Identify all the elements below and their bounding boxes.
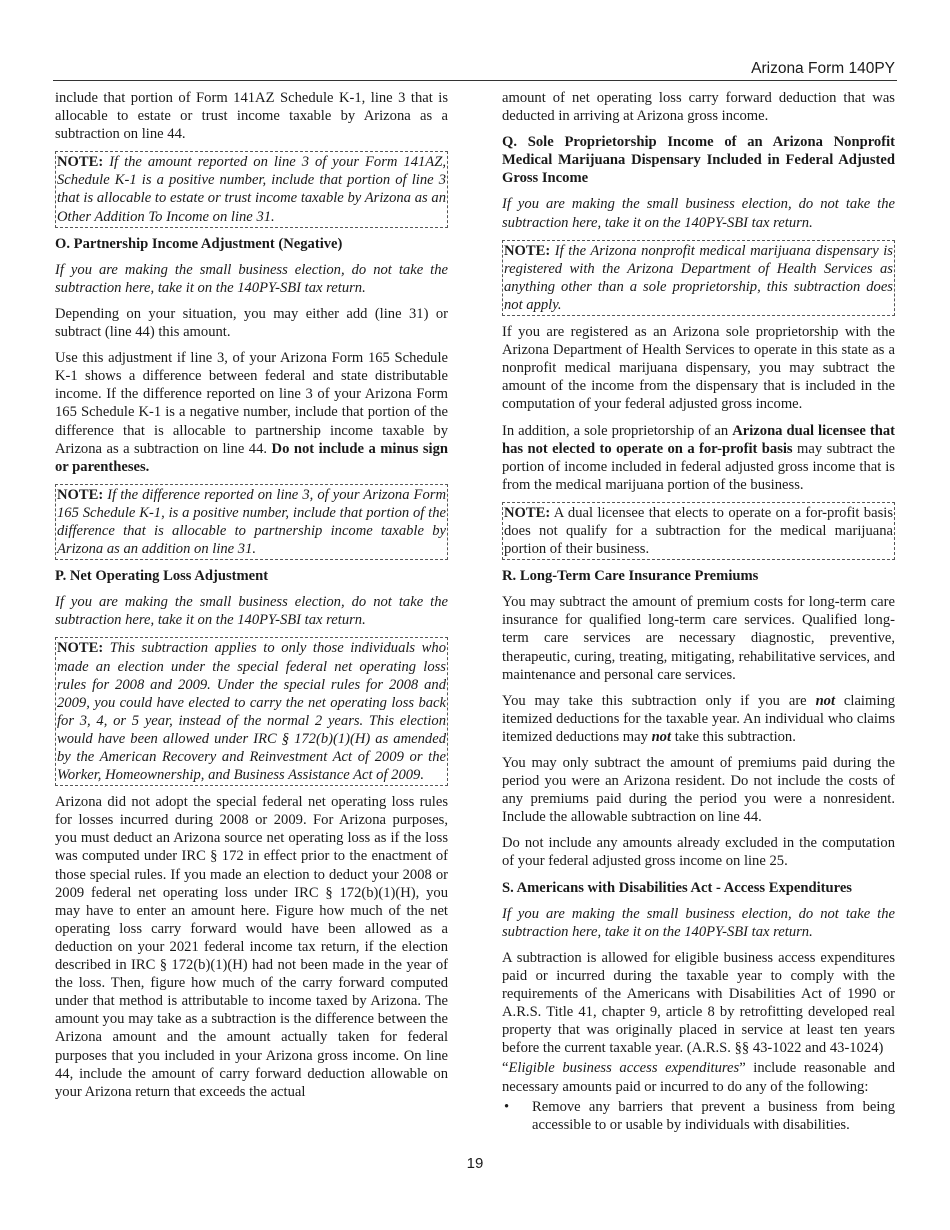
section-heading-r: R. Long-Term Care Insurance Premiums: [502, 568, 759, 585]
paragraph: [502, 422, 895, 494]
paragraph: [502, 692, 895, 746]
emphasis-text: not: [815, 692, 836, 709]
section-heading-s: S. Americans with Disabilities Act - Access Expenditures: [502, 879, 852, 896]
section-heading-o: O. Partnership Income Adjustment (Negative): [55, 235, 343, 252]
note-text: A dual licensee that elects to operate on a for-profit basis does not qualify for a subtraction for the medical marijuana portion of their business.: [504, 504, 893, 558]
note-text: This subtraction applies to only those individuals who made an election under the special federal net operating loss rules for 2008 and 2009. Under the special rules for 2008 and 2009, you could have elected to carry the net operating loss back for 3, 4, or 5 year, instead of the normal 2 years. This election would have been allowed under IRC § 172(b)(1)(H) as amended by the American Recovery and Reinvestment Act of 2009 or the Worker, Homeownership, and Business Assistance Act of 2009.: [57, 640, 447, 784]
sbi-notice: If you are making the small business election, do not take the subtraction here, take it on the 140PY-SBI tax return.: [55, 594, 448, 629]
emphasis-text: Do not include a minus sign or parentheses.: [55, 440, 448, 475]
note-text: If the amount reported on line 3 of your Form 141AZ, Schedule K-1 is a positive number, include that portion of line 3 that is allocable to estate or trust income taxable by Arizona as an Other Addition To Income on line 31.: [57, 154, 446, 225]
quote-mark: “: [502, 1060, 509, 1077]
note-box: [502, 240, 895, 316]
note-label: NOTE:: [504, 242, 551, 259]
page-number: 19: [466, 1155, 484, 1172]
paragraph: amount of net operating loss carry forward deduction that was deducted in arriving at Arizona gross income.: [502, 90, 895, 125]
note-text: If the difference reported on line 3, of your Arizona Form 165 Schedule K-1, is a positive number, include that portion of the difference that is allocable to partnership income taxable by Arizona as an addition on line 31.: [57, 486, 446, 558]
paragraph-text: Use this adjustment if line 3, of your Arizona Form 165 Schedule K-1 shows a difference between federal and state distributable income. If the difference reported on line 3 of your Arizona Form 165 Schedule K-1 is a negative number, include that portion of the difference that is allocable to partnership income taxable by Arizona as a subtraction on line 44.: [55, 350, 448, 457]
paragraph-text: may subtract the portion of income included in federal adjusted gross income that is from the medical marijuana portion of the business.: [502, 440, 896, 493]
sbi-notice: If you are making the small business election, do not take the subtraction here, take it on the 140PY-SBI tax return.: [502, 196, 895, 231]
note-label: NOTE:: [57, 640, 104, 657]
paragraph: A subtraction is allowed for eligible business access expenditures paid or incurred during the taxable year to comply with the requirements of the Americans with Disabilities Act of 1990 or A.R.S. Title 41, chapter 9, article 8 by retrofitting developed real property that was originally placed in service at least ten years before the current taxable year. (A.R.S. §§ 43-1022 and 43-1024): [502, 949, 895, 1057]
emphasis-text: Arizona dual licensee that has not elected to operate on a for-profit basis: [502, 422, 895, 457]
list-item-text: Remove any barriers that prevent a business from being accessible to or usable by individuals with disabilities.: [532, 1098, 895, 1133]
note-text: If the Arizona nonprofit medical marijuana dispensary is registered with the Arizona Department of Health Services as anything other than a sole proprietorship, this subtraction does not apply.: [504, 242, 893, 313]
header-rule: [53, 80, 897, 81]
paragraph-text: You may take this subtraction only if you are: [502, 692, 807, 709]
paragraph: Do not include any amounts already excluded in the computation of your federal adjusted gross income on line 25.: [502, 835, 895, 870]
sbi-notice: If you are making the small business election, do not take the subtraction here, take it on the 140PY-SBI tax return.: [502, 905, 895, 940]
note-label: NOTE:: [504, 504, 551, 521]
right-column: [502, 89, 895, 1134]
note-box: [55, 151, 448, 227]
list-item: [502, 1098, 895, 1134]
defined-term: Eligible business access expenditures: [508, 1060, 740, 1077]
paragraph-text: take this subtraction.: [674, 728, 796, 745]
note-box: [502, 502, 895, 560]
section-heading-p: P. Net Operating Loss Adjustment: [55, 568, 269, 585]
paragraph: include that portion of Form 141AZ Schedule K-1, line 3 that is allocable to estate or trust income taxable by Arizona as a subtraction on line 44.: [55, 90, 448, 143]
paragraph: [502, 1059, 895, 1095]
note-box: [55, 637, 448, 786]
form-title: Arizona Form 140PY: [751, 60, 895, 77]
paragraph: Depending on your situation, you may either add (line 31) or subtract (line 44) this amount.: [55, 305, 448, 341]
paragraph-text: In addition, a sole proprietorship of an: [502, 422, 729, 439]
note-box: [55, 484, 448, 560]
paragraph: If you are registered as an Arizona sole proprietorship with the Arizona Department of Health Services to operate in this state as a nonprofit medical marijuana dispensary, you may subtract the amount of the income from the dispensary that is included in the computation of your federal adjusted gross income.: [502, 324, 895, 413]
section-heading-q: Q. Sole Proprietorship Income of an Arizona Nonprofit Medical Marijuana Dispensary Included in Federal Adjusted Gross Income: [502, 134, 895, 187]
bullet-icon: •: [504, 1098, 510, 1115]
left-column: [55, 89, 448, 1109]
paragraph: You may only subtract the amount of premiums paid during the period you were an Arizona resident. Do not include the costs of any premiums paid during the period you were a nonresident. Include the allowable subtraction on line 44.: [502, 755, 895, 826]
paragraph-text: claiming itemized deductions for the taxable year. An individual who claims itemized deductions may: [502, 692, 895, 745]
paragraph: You may subtract the amount of premium costs for long-term care insurance for qualified long-term care services. Qualified long-term care services are necessary diagnostic, preventive, therapeutic, curing, treating, mitigating, rehabilitative services, and maintenance and personal care services.: [502, 594, 895, 683]
sbi-notice: If you are making the small business election, do not take the subtraction here, take it on the 140PY-SBI tax return.: [55, 261, 448, 296]
paragraph: [55, 349, 448, 476]
emphasis-text: not: [651, 728, 672, 745]
paragraph: Arizona did not adopt the special federal net operating loss rules for losses incurred during 2008 or 2009. For Arizona purposes, you must deduct an Arizona source net operating loss as if the loss was computed under IRC § 172 in effect prior to the enactment of those special rules. If you made an election to deduct your 2008 or 2009 federal net operating loss under IRC § 172(b)(1)(H), you may have to enter an amount here. Figure how much of the net operating loss carry forward would have been allowed as a deduction on your 2021 federal income tax return, if the election described in IRC § 172(b)(1)(H) had not been made in the year of the loss. Then, figure how much of the carry forward computed under that method is attributable to income taxed by Arizona. The amount you may take as a subtraction is the difference between the Arizona amount and the amount actually taken for federal purposes that you included in your Arizona gross income. On line 44, include the amount of carry forward deduction allowable on your Arizona return that exceeds the actual: [55, 794, 448, 1100]
note-label: NOTE:: [57, 486, 104, 503]
note-label: NOTE:: [57, 154, 104, 171]
paragraph-text: ” include reasonable and necessary amounts paid or incurred to do any of the following:: [502, 1060, 895, 1095]
